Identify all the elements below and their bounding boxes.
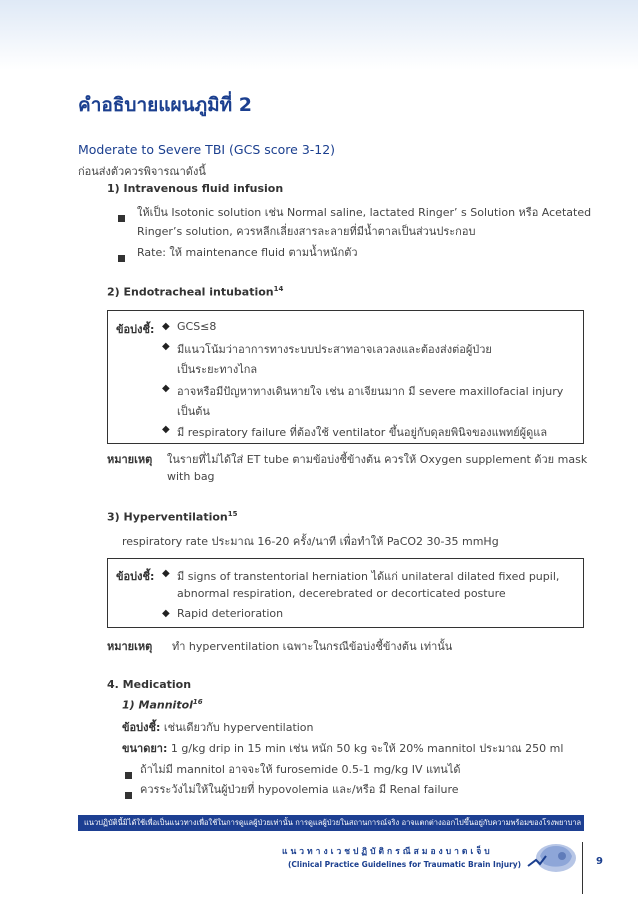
section-2-ref: 14 <box>273 285 284 293</box>
s2-note-line-1: ในรายที่ไม่ได้ใส่ ET tube ตามข้อบ่งชี้ข้างต้น ควรให้ Oxygen supplement ด้วย mask <box>167 453 588 466</box>
s1-bullet-1-line-1: ให้เป็น Isotonic solution เช่น Normal saline, lactated Ringer’ s Solution หรือ Acetated <box>137 206 592 219</box>
box-label-indication: ข้อบ่งชี้: <box>116 570 155 583</box>
page-number: 9 <box>596 856 603 867</box>
box-label-indication: ข้อบ่งชี้: <box>116 323 155 336</box>
mannitol-dose <box>122 739 563 757</box>
section-1-heading: 1) Intravenous fluid infusion <box>107 182 284 195</box>
s2-item-4: มี respiratory failure ที่ต้องใช้ ventilator ขึ้นอยู่กับดุลยพินิจของแพทย์ผู้ดูแล <box>177 426 548 439</box>
square-bullet-icon <box>118 247 125 266</box>
section-3-heading-text: 3) Hyperventilation <box>107 510 228 524</box>
footer-disclaimer-bar: แนวปฏิบัตินี้มิได้ใช้เพื่อเป็นแนวทางเพื่อใช้ในการดูแลผู้ป่วยเท่านั้น การดูแลผู้ป่วยในสถานการณ์จริง อาจแตกต่างออกไปขึ้นอยู่กับความพร้อมของโรงพยาบาล <box>78 815 584 831</box>
diamond-bullet-icon: ◆ <box>162 321 170 332</box>
section-2-heading-text: 2) Endotracheal intubation <box>107 285 274 299</box>
mannitol-indication <box>122 718 314 736</box>
s3-note: ทำ hyperventilation เฉพาะในกรณีข้อบ่งชี้ข้างต้น เท่านั้น <box>172 640 453 653</box>
diamond-bullet-icon: ◆ <box>162 424 170 435</box>
mannitol-ref: 16 <box>192 698 203 706</box>
mannitol-heading <box>122 698 203 712</box>
diamond-bullet-icon: ◆ <box>162 568 170 579</box>
s2-item-2: มีแนวโน้มว่าอาการทางระบบประสาทอาจเลวลงและต้องส่งต่อผู้ป่วย <box>177 343 492 356</box>
diamond-bullet-icon: ◆ <box>162 383 170 394</box>
s4-bullet-2: ควรระวังไม่ให้ในผู้ป่วยที่ hypovolemia และ/หรือ มี Renal failure <box>140 783 459 796</box>
footer-divider <box>582 842 583 894</box>
square-bullet-icon <box>125 764 132 783</box>
s2-item-3-cont: เป็นต้น <box>177 405 210 418</box>
mannitol-indication-label: ข้อบ่งชี้: <box>122 721 161 734</box>
mannitol-dose-text: 1 g/kg drip in 15 min เช่น หนัก 50 kg จะให้ 20% mannitol ประมาณ 250 ml <box>170 742 564 755</box>
square-bullet-icon <box>125 784 132 803</box>
brain-logo-icon <box>522 838 580 878</box>
mannitol-dose-label: ขนาดยา: <box>122 742 168 755</box>
s2-item-1: GCS≤8 <box>177 320 217 333</box>
s4-bullet-1: ถ้าไม่มี mannitol อาจจะให้ furosemide 0.5-1 mg/kg IV แทนได้ <box>140 763 461 776</box>
page-title: คำอธิบายแผนภูมิที่ 2 <box>78 94 253 116</box>
s3-note-label: หมายเหตุ <box>107 640 153 653</box>
s3-item-1-line-2: abnormal respiration, decerebrated or decorticated posture <box>177 587 506 600</box>
s3-item-2: Rapid deterioration <box>177 607 284 620</box>
s2-note-line-2: with bag <box>167 470 215 483</box>
intro-text: ก่อนส่งตัวควรพิจารณาดังนี้ <box>78 165 206 178</box>
s2-item-2-cont: เป็นระยะทางไกล <box>177 363 258 376</box>
square-bullet-icon <box>118 207 125 226</box>
diamond-bullet-icon: ◆ <box>162 341 170 352</box>
section-4-heading: 4. Medication <box>107 678 192 691</box>
footer-thai-title: แนวทางเวชปฏิบัติกรณีสมองบาดเจ็บ <box>282 847 493 857</box>
s1-bullet-2: Rate: ให้ maintenance fluid ตามน้ำหนักตัว <box>137 246 358 259</box>
section-3-ref: 15 <box>227 510 238 518</box>
mannitol-heading-text: 1) Mannitol <box>122 698 193 712</box>
s2-item-3: อาจหรือมีปัญหาทางเดินหายใจ เช่น อาเจียนมาก มี severe maxillofacial injury <box>177 385 564 398</box>
mannitol-indication-text: เช่นเดียวกับ hyperventilation <box>163 721 314 734</box>
header-gradient-band <box>0 0 638 70</box>
footer-english-title: (Clinical Practice Guidelines for Traumatic Brain Injury) <box>288 860 522 869</box>
section-2-heading <box>107 285 283 299</box>
diamond-bullet-icon: ◆ <box>162 608 170 619</box>
s1-bullet-1-line-2: Ringer’s solution, ควรหลีกเลี่ยงสารละลายที่มีน้ำตาลเป็นส่วนประกอบ <box>137 225 476 238</box>
s3-item-1-line-1: มี signs of transtentorial herniation ได้แก่ unilateral dilated fixed pupil, <box>177 570 560 583</box>
s2-note-label: หมายเหตุ <box>107 453 153 466</box>
section-subtitle: Moderate to Severe TBI (GCS score 3-12) <box>78 142 336 157</box>
section-3-heading <box>107 510 238 524</box>
s3-rate-line: respiratory rate ประมาณ 16-20 ครั้ง/นาที เพื่อทำให้ PaCO2 30-35 mmHg <box>122 535 499 548</box>
